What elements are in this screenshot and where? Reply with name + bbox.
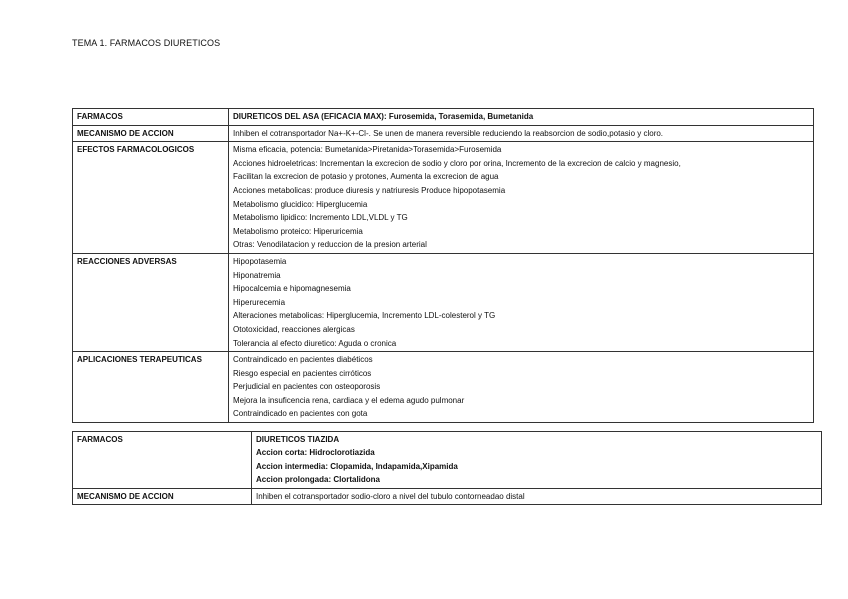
list-item: Misma eficacia, potencia: Bumetanida>Piretanida>Torasemida>Furosemida (233, 145, 502, 155)
row-value-farmacos: DIURETICOS DEL ASA (EFICACIA MAX): Furosemida, Torasemida, Bumetanida (229, 109, 814, 126)
list-item: Metabolismo proteico: Hiperuricemia (233, 226, 363, 236)
list-item: Tolerancia al efecto diuretico: Aguda o cronica (233, 338, 397, 348)
row-label-farmacos: FARMACOS (73, 432, 252, 489)
document-title: TEMA 1. FARMACOS DIURETICOS (72, 38, 221, 48)
list-item: Hipopotasemia (233, 256, 287, 266)
table-row (73, 488, 822, 504)
table-row (73, 109, 814, 126)
list-item: Acciones metabolicas: produce diuresis y natriuresis Produce hipopotasemia (233, 185, 506, 195)
list-item: Hiperurecemia (233, 297, 286, 307)
row-value-efectos (229, 142, 814, 254)
list-item: Mejora la insuficencia rena, cardiaca y el edema agudo pulmonar (233, 395, 465, 405)
table-row (73, 253, 814, 351)
list-item: Perjudicial en pacientes con osteoporosis (233, 382, 381, 392)
row-value-mecanismo: Inhiben el cotransportador Na+-K+-Cl-. Se unen de manera reversible reduciendo la reabsorcion de sodio,potasio y cloro. (229, 125, 814, 142)
list-item: Contraindicado en pacientes diabéticos (233, 355, 373, 365)
list-item: Facilitan la excrecion de potasio y protones, Aumenta la excrecion de agua (233, 172, 499, 182)
list-item: Acciones hidroeletricas: Incrementan la excrecion de sodio y cloro por orina, Incremento de la excrecion de calcio y magnesio, (233, 158, 681, 168)
row-value-mecanismo: Inhiben el cotransportador sodio-cloro a nivel del tubulo contorneadao distal (252, 488, 822, 504)
list-item: Otras: Venodilatacion y reduccion de la presion arterial (233, 240, 427, 250)
table-row (73, 142, 814, 254)
list-item: DIURETICOS TIAZIDA (256, 435, 340, 444)
row-label-mecanismo: MECANISMO DE ACCION (73, 125, 229, 142)
list-item: Alteraciones metabolicas: Hiperglucemia, Incremento LDL-colesterol y TG (233, 311, 496, 321)
list-item: Hipocalcemia e hipomagnesemia (233, 284, 351, 294)
row-label-farmacos: FARMACOS (73, 109, 229, 126)
list-item: Accion prolongada: Clortalidona (256, 475, 381, 485)
row-value-aplicaciones (229, 352, 814, 423)
row-value-farmacos (252, 432, 822, 489)
table-row (73, 432, 822, 489)
row-label-aplicaciones: APLICACIONES TERAPEUTICAS (73, 352, 229, 423)
list-item: Ototoxicidad, reacciones alergicas (233, 324, 355, 334)
table-row (73, 125, 814, 142)
list-item: Accion intermedia: Clopamida, Indapamida,Xipamida (256, 461, 458, 471)
row-label-reacciones: REACCIONES ADVERSAS (73, 253, 229, 351)
row-label-mecanismo: MECANISMO DE ACCION (73, 488, 252, 504)
row-value-reacciones (229, 253, 814, 351)
list-item: Accion corta: Hidroclorotiazida (256, 448, 375, 458)
table-row (73, 352, 814, 423)
row-label-efectos: EFECTOS FARMACOLOGICOS (73, 142, 229, 254)
list-item: Riesgo especial en pacientes cirróticos (233, 368, 372, 378)
loop-diuretics-table (72, 108, 814, 423)
list-item: Metabolismo lipidico: Incremento LDL,VLDL y TG (233, 213, 408, 223)
thiazide-diuretics-table (72, 431, 822, 505)
list-item: Contraindicado en pacientes con gota (233, 409, 368, 419)
list-item: Metabolismo glucidico: Hiperglucemia (233, 199, 368, 209)
list-item: Hiponatremia (233, 270, 281, 280)
